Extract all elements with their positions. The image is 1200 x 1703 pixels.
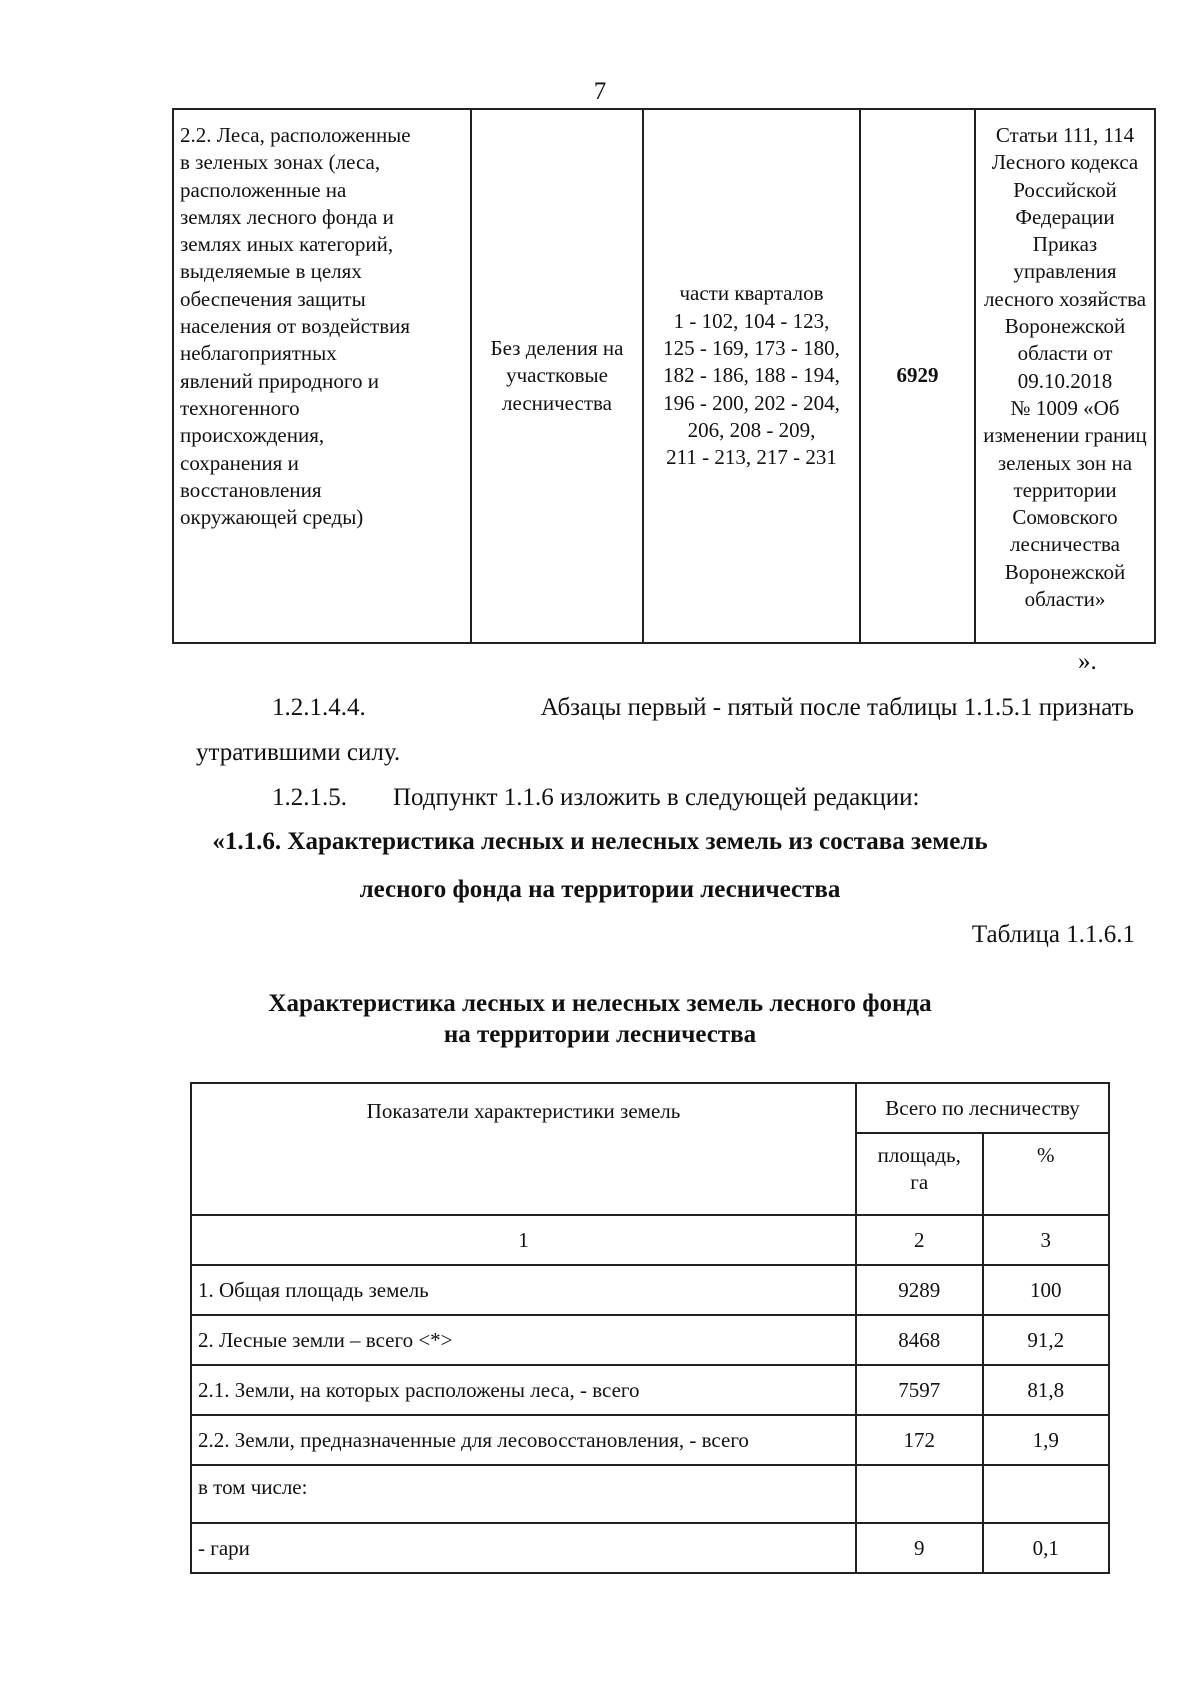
paragraph-1-first-line — [272, 693, 1134, 723]
row-area: 9289 — [856, 1265, 983, 1315]
forestry-line: лесничества — [502, 390, 612, 415]
category-line: населения от воздействия — [180, 314, 411, 339]
table-title-line-1: Характеристика лесных и нелесных земель лесного фонда — [268, 990, 932, 1017]
basis-line: Российской — [1013, 177, 1117, 202]
basis-line: управления — [1013, 259, 1117, 284]
row-percent: 0,1 — [983, 1523, 1110, 1573]
column-number: 2 — [856, 1215, 983, 1265]
row-percent: 91,2 — [983, 1315, 1110, 1365]
quarters-cell — [643, 109, 860, 643]
area-cell: 6929 — [860, 109, 975, 643]
table-row — [191, 1315, 1109, 1365]
quarters-line: 211 - 213, 217 - 231 — [666, 445, 837, 470]
legal-basis-cell — [975, 109, 1155, 643]
category-line: землях лесного фонда и — [180, 204, 394, 229]
table-row — [191, 1365, 1109, 1415]
category-line: выделяемые в целях — [180, 259, 362, 284]
closing-quote: ». — [1078, 648, 1097, 675]
basis-line: лесного хозяйства — [983, 286, 1147, 311]
quarters-line: 1 - 102, 104 - 123, — [673, 308, 830, 333]
category-line: техногенного — [180, 395, 300, 420]
forestry-line: Без деления на — [490, 336, 624, 361]
category-line: явлений природного и — [180, 368, 379, 393]
paragraph-1-number: 1.2.1.4.4. — [272, 694, 366, 721]
section-heading-line-2: лесного фонда на территории лесничества — [359, 876, 841, 903]
table-row — [173, 109, 1155, 643]
category-line: сохранения и — [180, 450, 299, 475]
row-label: 2.2. Земли, предназначенные для лесовосстановления, - всего — [191, 1415, 856, 1465]
basis-line: области от — [1017, 341, 1113, 366]
basis-line: зеленых зон на — [997, 450, 1133, 475]
basis-line: Лесного кодекса — [991, 150, 1139, 175]
row-label: 1. Общая площадь земель — [191, 1265, 856, 1315]
paragraph-2 — [272, 783, 919, 813]
column-number: 3 — [983, 1215, 1110, 1265]
category-line: обеспечения защиты — [180, 286, 366, 311]
quarters-line: 125 - 169, 173 - 180, — [663, 336, 840, 361]
category-line: землях иных категорий, — [180, 232, 394, 257]
table-title-line-2: на территории лесничества — [443, 1021, 757, 1048]
basis-line: территории — [1013, 477, 1117, 502]
row-area: 9 — [856, 1523, 983, 1573]
forestry-cell — [471, 109, 643, 643]
category-line: расположенные на — [180, 177, 347, 202]
row-area: 7597 — [856, 1365, 983, 1415]
table-title — [0, 988, 1200, 1050]
basis-line: изменении границ — [983, 423, 1147, 448]
basis-line: Статьи 111, 114 — [995, 123, 1135, 147]
row-label: в том числе: — [191, 1465, 856, 1523]
paragraph-2-text: Подпункт 1.1.6 изложить в следующей редакции: — [393, 784, 920, 811]
category-line: окружающей среды) — [180, 505, 364, 530]
basis-line: 09.10.2018 — [1017, 368, 1113, 393]
basis-line: Сомовского — [1012, 505, 1118, 530]
header-area-line: площадь, — [877, 1143, 961, 1167]
header-indicator: Показатели характеристики земель — [191, 1083, 856, 1215]
quarters-line: 182 - 186, 188 - 194, — [663, 363, 840, 388]
quarters-line: части кварталов — [679, 281, 824, 306]
basis-line: Приказ — [1032, 232, 1098, 257]
row-area: 8468 — [856, 1315, 983, 1365]
basis-line: области» — [1024, 587, 1106, 612]
row-label: 2.1. Земли, на которых расположены леса, - всего — [191, 1365, 856, 1415]
page-number: 7 — [593, 78, 607, 105]
green-zones-table — [172, 108, 1156, 644]
table-row — [191, 1523, 1109, 1573]
section-heading-line-1: «1.1.6. Характеристика лесных и нелесных земель из состава земель — [212, 828, 988, 855]
header-row — [191, 1083, 1109, 1133]
table-caption: Таблица 1.1.6.1 — [971, 921, 1135, 948]
header-area — [856, 1133, 983, 1215]
row-label: 2. Лесные земли – всего <*> — [191, 1315, 856, 1365]
category-line: восстановления — [180, 477, 322, 502]
basis-line: Воронежской — [1004, 559, 1126, 584]
column-numbers-row — [191, 1215, 1109, 1265]
category-line: происхождения, — [180, 423, 325, 448]
land-characteristics-table — [190, 1082, 1110, 1574]
basis-line: Воронежской — [1004, 314, 1126, 339]
category-line: в зеленых зонах (леса, — [180, 150, 381, 175]
row-area — [856, 1465, 983, 1523]
category-cell — [173, 109, 471, 643]
row-percent: 81,8 — [983, 1365, 1110, 1415]
forestry-line: участковые — [506, 363, 608, 388]
quarters-line: 196 - 200, 202 - 204, — [663, 390, 840, 415]
header-area-line: га — [910, 1170, 929, 1194]
paragraph-2-number: 1.2.1.5. — [272, 784, 347, 811]
paragraph-1-continuation: утратившими силу. — [196, 739, 401, 766]
paragraph-1-text: Абзацы первый - пятый после таблицы 1.1.5.1 признать — [540, 694, 1134, 721]
header-percent: % — [983, 1133, 1110, 1215]
row-percent: 1,9 — [983, 1415, 1110, 1465]
basis-line: Федерации — [1015, 204, 1115, 229]
quarters-line: 206, 208 - 209, — [687, 417, 816, 442]
table-row — [191, 1265, 1109, 1315]
column-number: 1 — [191, 1215, 856, 1265]
row-percent: 100 — [983, 1265, 1110, 1315]
header-total: Всего по лесничеству — [856, 1083, 1109, 1133]
table-row — [191, 1415, 1109, 1465]
row-percent — [983, 1465, 1110, 1523]
row-label: - гари — [191, 1523, 856, 1573]
category-line: 2.2. Леса, расположенные — [180, 123, 411, 147]
category-line: неблагоприятных — [180, 341, 337, 366]
basis-line: № 1009 «Об — [1010, 395, 1120, 420]
table-row — [191, 1465, 1109, 1523]
row-area: 172 — [856, 1415, 983, 1465]
basis-line: лесничества — [1010, 532, 1120, 557]
